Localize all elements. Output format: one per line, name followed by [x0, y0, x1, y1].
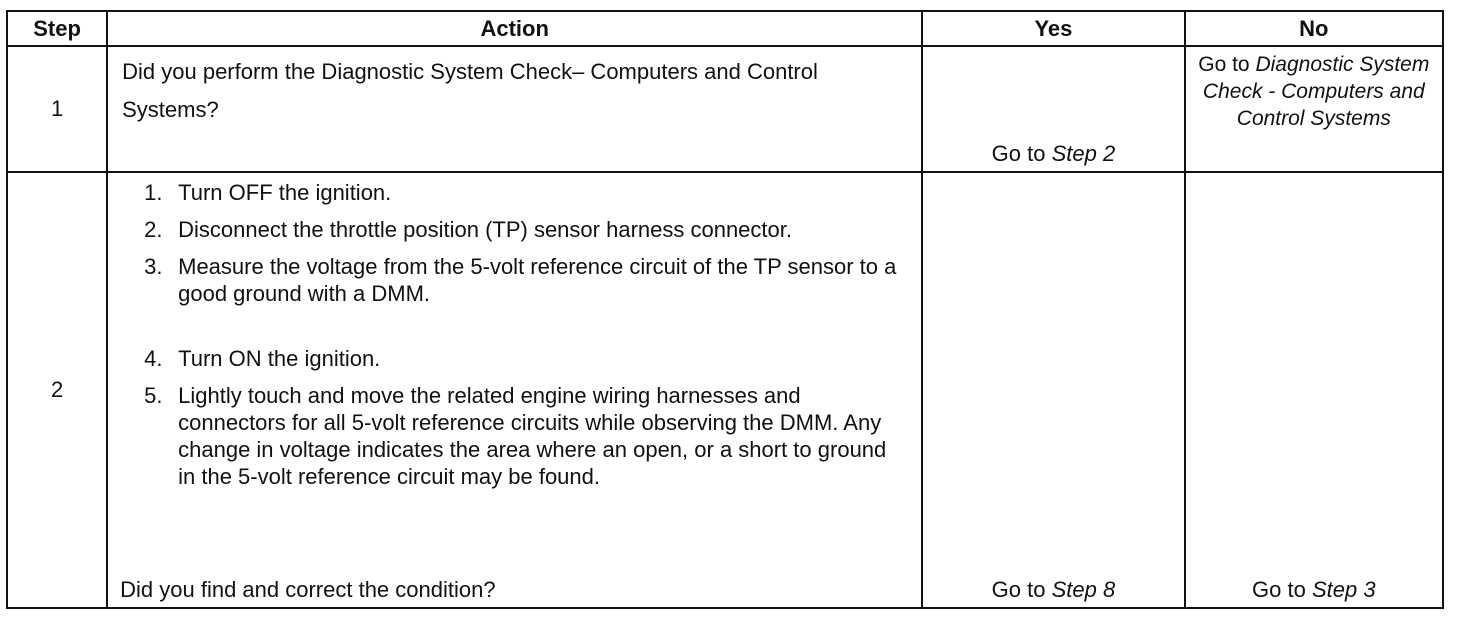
list-item-text: Measure the voltage from the 5-volt reference circuit of the TP sensor to a good ground with a DMM. [178, 254, 897, 306]
list-item [144, 216, 907, 243]
action-steps-list [108, 173, 921, 490]
list-item [144, 382, 907, 490]
list-item-text: Turn OFF the ignition. [178, 180, 392, 205]
list-item-text: Lightly touch and move the related engine wiring harnesses and connectors for all 5-volt reference circuits while observing the DMM. Any change in voltage indicates the area where an open, or a short to ground in the 5-volt reference circuit may be found. [178, 383, 887, 489]
no-prefix: Go to [1198, 53, 1256, 76]
list-item-number: 3. [144, 254, 163, 279]
yes-prefix: Go to [991, 577, 1052, 602]
action-question: Did you perform the Diagnostic System Check– Computers and Control Systems? [122, 59, 818, 122]
yes-step-link[interactable]: Step 2 [1051, 141, 1116, 166]
list-item [144, 253, 907, 307]
action-cell [107, 172, 922, 608]
header-action: Action [107, 11, 922, 46]
action-question: Did you find and correct the condition? [120, 576, 496, 602]
yes-cell [922, 46, 1184, 172]
yes-prefix: Go to [991, 141, 1052, 166]
no-prefix: Go to [1252, 577, 1312, 602]
no-step-link[interactable]: Step 3 [1311, 577, 1376, 602]
list-item-number: 5. [144, 383, 163, 408]
header-no: No [1185, 11, 1443, 46]
table-row [7, 172, 1443, 608]
table-row [7, 46, 1443, 172]
no-cell [1185, 172, 1443, 608]
diagnostic-table [6, 10, 1444, 609]
action-cell [107, 46, 922, 172]
yes-cell [922, 172, 1184, 608]
step-number: 1 [7, 46, 107, 172]
list-item-text: Turn ON the ignition. [178, 346, 381, 371]
step-number: 2 [7, 172, 107, 608]
header-row [7, 11, 1443, 46]
list-item [144, 345, 907, 372]
list-item-number: 2. [144, 217, 163, 242]
list-item-text: Disconnect the throttle position (TP) sensor harness connector. [178, 217, 792, 242]
list-item-number: 4. [144, 346, 163, 371]
header-step: Step [7, 11, 107, 46]
no-cell [1185, 46, 1443, 172]
yes-step-link[interactable]: Step 8 [1051, 577, 1116, 602]
header-yes: Yes [922, 11, 1184, 46]
no-step-link[interactable]: Diagnostic System Check - Computers and Control Systems [1202, 53, 1430, 130]
list-item [144, 179, 907, 206]
list-item-number: 1. [144, 180, 163, 205]
